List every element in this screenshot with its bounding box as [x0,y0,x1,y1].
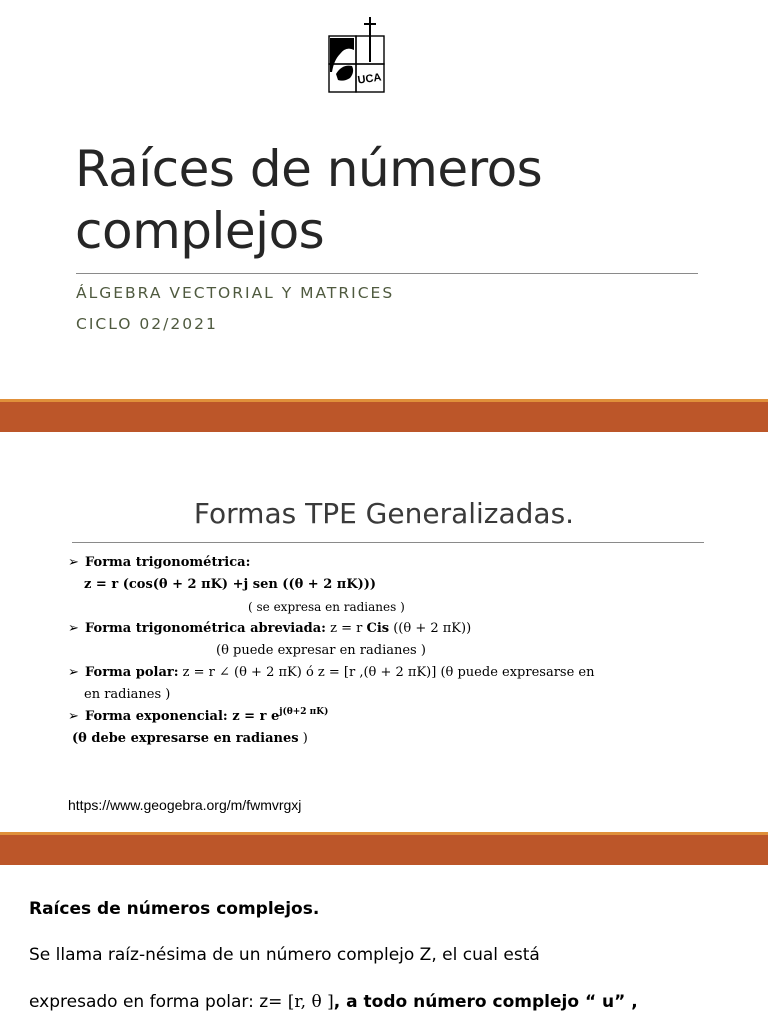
slide-separator [0,832,768,865]
arrow-bullet-icon: ➢ [68,621,79,636]
forms-divider [72,542,704,543]
paragraph-line: expresado en forma polar: z= [r, θ ], a todo número complejo “ u” , [29,992,638,1012]
geogebra-link[interactable]: https://www.geogebra.org/m/fwmvrgxj [68,797,302,813]
title-slide [0,0,768,400]
forms-title: Formas TPE Generalizadas. [193,497,575,530]
formula-note: ( se expresa en radianes ) [248,600,405,614]
formula-note: (θ puede expresar en radianes ) [216,643,426,658]
arrow-bullet-icon: ➢ [68,555,79,570]
formula-note: (θ debe expresarse en radianes ) [72,731,308,746]
formula-line: z = r (cos(θ + 2 πK) +j sen ((θ + 2 πK))) [84,577,377,592]
roots-slide [0,865,768,1024]
arrow-bullet-icon: ➢ [68,709,79,724]
svg-text:UCA: UCA [356,71,383,87]
cycle-subtitle: CICLO 02/2021 [76,315,218,333]
uca-logo-icon [328,16,386,94]
slide-separator [0,399,768,432]
paragraph-line: Se llama raíz-nésima de un número complejo Z, el cual está [29,945,540,965]
list-item: ➢ Forma exponencial: z = r $e^{j(\theta+2 \pi K)}$ [68,706,708,728]
list-item: ➢ Forma polar: z = r ∠ (θ + 2 πK) ó z = [r ,(θ + 2 πK)] (θ puede expresarse en [68,662,708,684]
formula-note: en radianes ) [84,687,171,702]
course-subtitle: ÁLGEBRA VECTORIAL Y MATRICES [76,284,395,302]
list-item: ➢ Forma trigonométrica: [68,552,708,574]
page-title: Raíces de números complejos [75,140,543,260]
forms-list [68,552,708,750]
list-item: ➢ Forma trigonométrica abreviada: z = r Cis ((θ + 2 πK)) [68,618,708,640]
title-divider [76,273,698,274]
roots-title: Raíces de números complejos. [29,899,320,919]
forms-slide [0,433,768,831]
arrow-bullet-icon: ➢ [68,665,79,680]
